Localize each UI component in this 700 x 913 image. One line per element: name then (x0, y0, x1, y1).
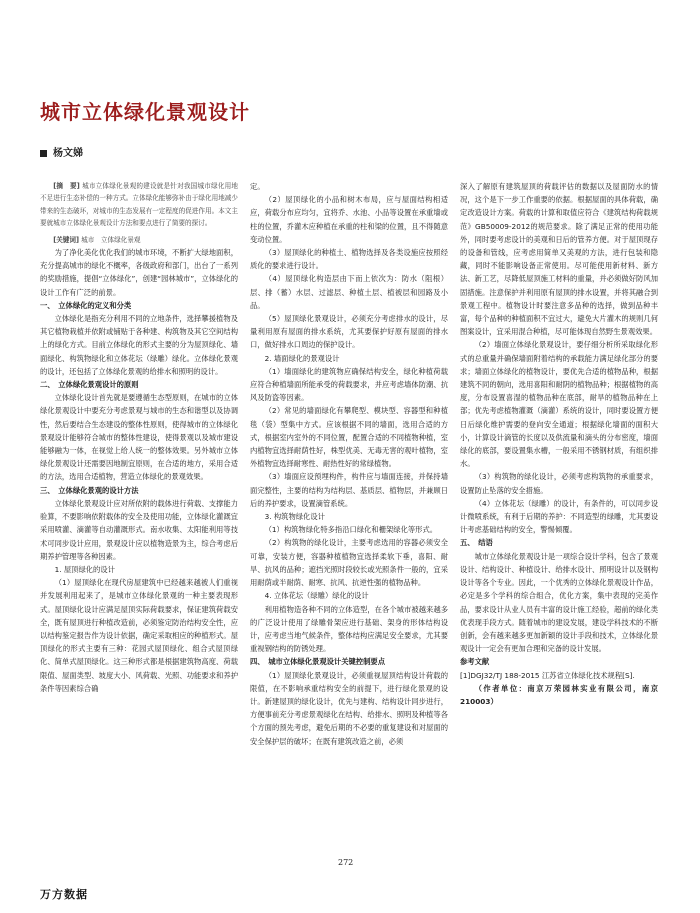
section-heading (40, 299, 238, 312)
paragraph (460, 669, 658, 682)
paragraph (250, 312, 448, 352)
author-line (40, 144, 83, 159)
paragraph-text: （1）屋顶绿化景观设计，必须重视屋顶结构设计荷载的限值，在不影响承重结构安全的前提下，进行绿化景观的设计。新建屋顶的绿化设计，优先与建构、结构设计同步进行，方便事前充分考虑景观绿化在结构、给排水、照明及种植等各个方面的预先考虑，避免后期的不必要的重复建设和对屋面的安全保护层的破坏；在既有建筑改造之前，必须 (250, 670, 448, 746)
paragraph (460, 338, 658, 470)
paragraph-text: 为了净化美化优化我们的城市环境，不断扩大绿地面积，充分提高城市的绿化不概率，各级政府和部门，出台了一系列的奖励措施，提倡“立体绿化”，创建“园林城市”，立体绿化的设计工作有广泛的前景。 (40, 248, 238, 297)
paragraph-text: （2）屋顶绿化的小品和树木布局，应与屋面结构相适应，荷载分布应均匀，宜将乔、水池、小品等设置在承重墙或柱的位置，乔灌木应种植在承重的柱和梁的位置，且不得随意变动位置。 (250, 195, 448, 244)
paragraph-text: （3）墙面应设预埋构件，构件应与墙面连接，并保持墙面完整性，主要的结构为结构层、基质层、植物层，并兼顾日后的养护要求，设置滴管系统。 (250, 472, 448, 508)
paragraph-text: （作者单位：南京万荣园林实业有限公司，南京 210003） (460, 683, 658, 706)
paragraph-text: （5）屋顶绿化景观设计，必须充分考虑排水的设计，尽量利用原有屋面的排水系统，尤其要保护好原有屋面的排水口，做好排水口周边的保护设计。 (250, 314, 448, 350)
paragraph-text: 3. 构筑物绿化设计 (264, 512, 325, 522)
section-heading (40, 378, 238, 391)
paragraph (40, 563, 238, 576)
paragraph-text: 五、 结语 (460, 538, 493, 548)
column-middle (250, 180, 448, 830)
paragraph-label: [摘 要] (53, 182, 80, 190)
paragraph (250, 180, 448, 193)
paragraph-text: 二、 立体绿化景观设计的原则 (40, 380, 139, 390)
paragraph-label: [关键词] (53, 235, 79, 244)
column-left (40, 180, 238, 830)
paragraph-text: （2）墙面立体绿化景观设计，要仔细分析所采取绿化形式的总重量并确保墙面附着结构的承载能力满足绿化部分的要求；墙面立体绿化的植物设计，要优先合适的植物品种，根据建筑不同的朝向，选用喜阳和耐阴的植物品种；根据植物的高度，分布设置喜湿的植物品种在底部，耐旱的植物品种在上部；优先考虑植物灌溉（滴灌）系统的设计，同时要设置方便日后绿化维护需要的登向安全通道；根据绿化墙面的面积大小，计算设计滴管的长度以及供流量和滴头的分布密度，墙面绿化的底部，要设置集水槽，一般采用不锈钢材质，有组织排水。 (460, 340, 658, 469)
paragraph (250, 352, 448, 365)
paragraph (40, 234, 238, 246)
section-heading (40, 484, 238, 497)
paragraph-text: 深入了解原有建筑屋顶的荷载评估的数据以及屋面防水的情况，这个是下一步工作重要的依据。根据屋面的具体荷载，确定改造设计方案。荷载的计算和取值应符合《建筑结构荷载规范》GB50009-2012的规范要求。除了满足正常的使用功能外，同时要考虑设计的美观和日后的管养方便。对于屋顶现存的设备和管线，应考虑用简单又美观的方法，进行包装和隐藏，同时不能影响设备正常使用。尽可能使用新材料、新方法、新工艺，尽降低屋顶施工材料的重量，并必须做好防风加固措施。注意保护并利用原有屋顶的排水设置，并将其融合到景观工程中。植物设计时要注意多品种的选择，做到品种丰富，每个品种的种植面积不宜过大，避免大片灌木的规则几何图案设计，宜采用混合种植，尽可能体现自然野生景观效果。 (460, 182, 658, 337)
paragraph (460, 550, 658, 656)
paragraph (460, 180, 658, 338)
article-title: 城市立体绿化景观设计 (40, 100, 250, 124)
paragraph (40, 497, 238, 563)
paragraph-text: 三、 立体绿化景观的设计方法 (40, 485, 139, 495)
section-heading (460, 655, 658, 668)
paragraph (250, 589, 448, 602)
paragraph (460, 470, 658, 496)
paragraph (250, 510, 448, 523)
paragraph (250, 404, 448, 470)
wanfang-watermark: 万方数据 (40, 888, 88, 901)
paragraph-text: 定。 (250, 182, 265, 191)
square-bullet-icon (40, 150, 47, 157)
author-name: 杨文娣 (53, 148, 83, 159)
paragraph-text: （3）构筑物的绿化设计，必须考虑构筑物的承重要求，设置防止坠落的安全措施。 (460, 472, 658, 495)
paragraph-text: 城市立体绿化景观设计是一项综合设计学科，包含了景观设计、结构设计、种植设计、给排水设计、照明设计以及钢构设计等各个专业。因此，一个优秀的立体绿化景观设计作品，必定是多个学科的综合组合，优化方案，集中表现的完美作品，要求设计从业人员有丰富的设计施工经验，超前的绿化类优表现手段方式。随着城市的建设发展，建设学科技术的不断创新，会有越来越多更加新颖的设计手段和技术，立体绿化景观设计一定会有更加合理和完备的设计发展。 (460, 551, 658, 654)
paragraph-text: 参考文献 (460, 657, 490, 667)
paragraph-text: 城市立体绿化景观的建设就是针对我国城市绿化用地不足进行生态补偿的一种方式。立体绿化能够弥补由于绿化用地减少带来的生态破坏，对城市的生态发展有一定程度的促进作用。本文主要就城市立体绿化景观设计方法和要点进行了简要的探讨。 (40, 182, 238, 228)
paragraph-text: 2. 墙面绿化的景观设计 (264, 353, 340, 363)
paragraph-text: [1]DGJ32/TJ 188-2015 江苏省立体绿化技术规程[S]. (460, 670, 635, 680)
paragraph-text: 城市 立体绿化景观 (79, 235, 141, 244)
paragraph (460, 682, 658, 708)
paragraph (250, 470, 448, 510)
paragraph-text: （1）屋顶绿化在现代房屋建筑中已经越来越被人们重视并发展利用起来了，是城市立体绿化景观的一种主要表现形式。屋顶绿化设计应满足屋顶实际荷载要求，保证建筑荷载安全，既有屋顶进行种植改造前，必须鉴定防治结构安全性，应以结构鉴定报告作为设计依据，确定采取相应的种植形式。屋顶绿化的形式主要有三种：花园式屋顶绿化、组合式屋顶绿化、简单式屋顶绿化。这三种形式都是根据建筑物高度、荷载限值、屋面类型、坡度大小、风荷载、光照、功能要求和养护条件等因素综合确 (40, 578, 238, 693)
paragraph (40, 576, 238, 695)
paragraph (250, 272, 448, 312)
paragraph-text: （1）墙面绿化的建筑物应确保结构安全，绿化种植荷载应符合种植墙面所能承受的荷载要求，并应考虑墙体防潮、抗风及防盗等因素。 (250, 366, 448, 403)
paragraph-text: 立体绿化是指充分利用不同的立地条件，选择攀援植物及其它植物栽植并依附或铺贴于各种建、构筑物及其它空间结构上的绿化方式。目前立体绿化的形式主要的分为屋顶绿化、墙面绿化、构筑物绿化和立体花坛（绿雕）绿化。立体绿化景观的设计，还包括了立体绿化景观的给排水和照明的设计。 (40, 314, 238, 376)
paragraph (40, 180, 238, 230)
paragraph (40, 246, 238, 299)
paragraph-text: 一、 立体绿化的定义和分类 (40, 300, 132, 310)
paragraph-text: （2）常见的墙面绿化有攀爬型、模块型、容器型和种植毯（袋）型集中方式。应该根据不同的墙面，选用合适的方式，根据室内室外的不同位置，配置合适的不同植物种植，室内植物宜选择耐荫性好，株型优美、无毒无害的观叶植物，室外植物宜选择耐寒性、耐热性好的常绿植物。 (250, 406, 448, 469)
paragraph-text: （2）构筑物的绿化设计，主要考虑选用的容器必须安全可靠，安装方便，容器种植植物宜选择柔软下垂，喜阳、耐旱、抗风的品种；遮挡光照时段较长或光照条件一般的，宜采用耐荫或半耐荫、耐寒、抗风、抗逆性强的植物品种。 (250, 538, 448, 588)
paragraph (250, 246, 448, 272)
paragraph (250, 523, 448, 536)
paragraph-text: 1. 屋顶绿化的设计 (54, 564, 115, 574)
paragraph-text: （1）构筑物绿化特多指沿口绿化和栅架绿化等形式。 (264, 525, 438, 535)
paragraph-text: （4）屋顶绿化构造层由下而上依次为：防水（阻根）层、排（蓄）水层、过滤层、种植土层、植被层和园路及小品。 (250, 274, 448, 310)
paragraph-text: 立体绿化景观设计应对所依附的载体进行荷载、支撑能力验算，不要影响依附载体的安全及使用功能，立体绿化灌溉宜采用喷灌、滴灌等自动灌溉形式。南水收集、太阳能利用等技术可同步设计应用，景观设计应以植物造景为主，综合考虑后期养护管理等各种因素。 (40, 498, 238, 561)
paragraph (250, 669, 448, 748)
paragraph (460, 497, 658, 537)
article-body (40, 180, 658, 830)
paragraph-text: 四、 城市立体绿化景观设计关键控制要点 (250, 657, 385, 667)
paragraph-text: 4. 立体花坛（绿雕）绿化的设计 (264, 591, 369, 601)
page-number: 272 (338, 858, 354, 867)
paragraph-text: （3）屋顶绿化的种植土、植物选择及各类设施应按照经质化的要求进行设计。 (250, 248, 448, 271)
paragraph-text: 利用植物造各种不同的立体造型，在各个城市被越来越多的广泛设计使用了绿雕骨架应进行基础、架身的形体结构设计，应考虑当地气候条件，整体结构应满足安全要求，尤其要重视钢结构的防锈处理。 (250, 604, 448, 654)
paragraph (40, 391, 238, 483)
paragraph-text: 立体绿化设计首先就是要遵循生态型原则，在城市的立体绿化景观设计中要充分考虑景观与城市的生态和谐型以及协调性，然后要结合生态建设的整体性原则，使得城市的立体绿化景观设计能够符合城市的整体性建设，使得景观以及城市建设能够融为一体，在视觉上给人统一的整体效果。另外城市立体绿化景观设计还需要因地制宜原则，在合适的地方，采用合适的方法，选用合适植物，营造立体绿化的景观效果。 (40, 393, 238, 482)
paragraph-text: （4）立体花坛（绿雕）的设计，有条件的，可以同步设计微喷系统，有利于后期的养护：不同造型的绿雕，尤其要设计考虑基础结构的安全，警惕倾覆。 (460, 498, 658, 535)
paragraph (40, 312, 238, 378)
paragraph (250, 365, 448, 405)
paragraph (250, 193, 448, 246)
section-heading (250, 655, 448, 668)
paragraph (250, 603, 448, 656)
column-right (460, 180, 658, 830)
paragraph (250, 536, 448, 589)
section-heading (460, 536, 658, 549)
